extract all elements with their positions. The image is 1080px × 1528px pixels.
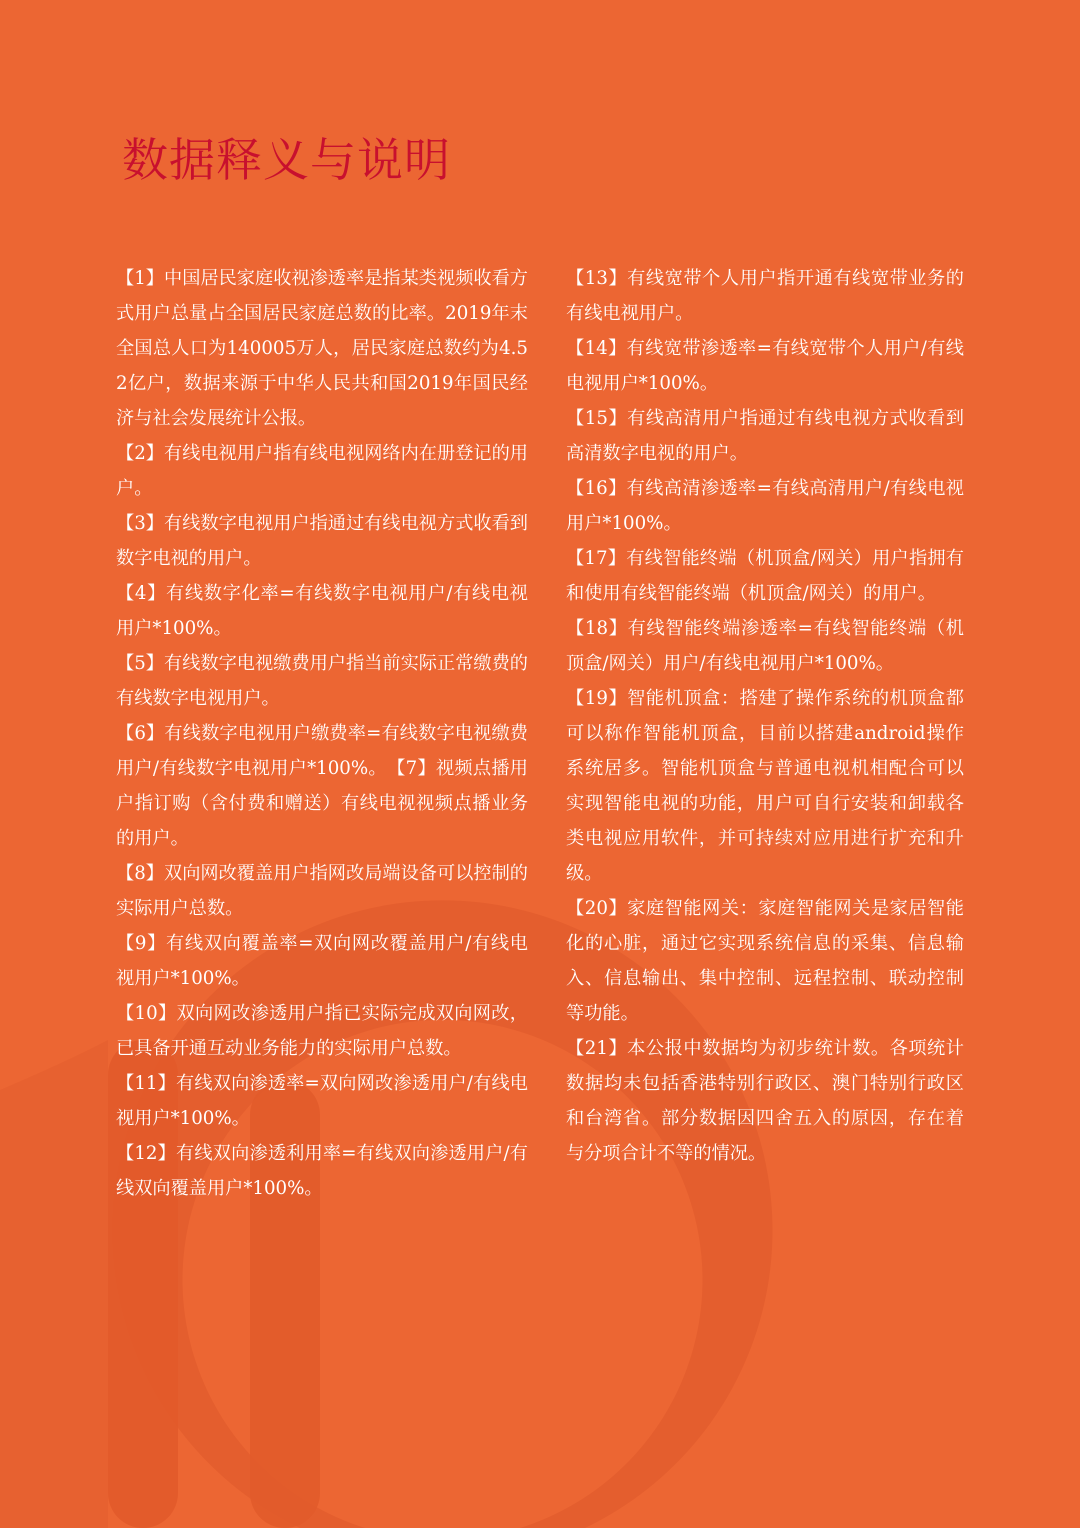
note-8: 【8】双向网改覆盖用户指网改局端设备可以控制的实际用户总数。 [116,863,528,919]
note-15: 【15】有线高清用户指通过有线电视方式收看到高清数字电视的用户。 [566,408,964,464]
note-19: 【19】智能机顶盒：搭建了操作系统的机顶盒都可以称作智能机顶盒，目前以搭建android操作系统居多。智能机顶盒与普通电视机相配合可以实现智能电视的功能，用户可自行安装和卸载各类电视应用软件，并可持续对应用进行扩充和升级。 [566,688,964,884]
note-9: 【9】有线双向覆盖率=双向网改覆盖用户/有线电视用户*100%。 [116,933,528,989]
note-5: 【5】有线数字电视缴费用户指当前实际正常缴费的有线数字电视用户。 [116,653,528,709]
note-10: 【10】双向网改渗透用户指已实际完成双向网改，已具备开通互动业务能力的实际用户总数。 [116,1003,528,1059]
note-20: 【20】家庭智能网关：家庭智能网关是家居智能化的心脏，通过它实现系统信息的采集、信息输入、信息输出、集中控制、远程控制、联动控制等功能。 [566,898,964,1024]
notes-column-left [116,261,528,1206]
note-1: 【1】中国居民家庭收视渗透率是指某类视频收看方式用户总量占全国居民家庭总数的比率。2019年末全国总人口为140005万人，居民家庭总数约为4.52亿户，数据来源于中华人民共和国2019年国民经济与社会发展统计公报。 [116,268,528,429]
note-6-7: 【6】有线数字电视用户缴费率=有线数字电视缴费用户/有线数字电视用户*100%。 【7】视频点播用户指订购（含付费和赠送）有线电视视频点播业务的用户。 [116,723,528,849]
note-11: 【11】有线双向渗透率=双向网改渗透用户/有线电视用户*100%。 [116,1073,528,1129]
page-title: 数据释义与说明 [122,133,451,187]
note-3: 【3】有线数字电视用户指通过有线电视方式收看到数字电视的用户。 [116,513,528,569]
note-18: 【18】有线智能终端渗透率=有线智能终端（机顶盒/网关）用户/有线电视用户*100%。 [566,618,964,674]
note-4: 【4】有线数字化率=有线数字电视用户/有线电视用户*100%。 [116,583,528,639]
note-13: 【13】有线宽带个人用户指开通有线宽带业务的有线电视用户。 [566,268,964,324]
note-12: 【12】有线双向渗透利用率=有线双向渗透用户/有线双向覆盖用户*100%。 [116,1143,528,1199]
notes-column-right [566,261,964,1171]
note-16: 【16】有线高清渗透率=有线高清用户/有线电视用户*100%。 [566,478,964,534]
note-17: 【17】有线智能终端（机顶盒/网关）用户指拥有和使用有线智能终端（机顶盒/网关）的用户。 [566,548,964,604]
decor-left-curve [0,1040,108,1528]
note-14: 【14】有线宽带渗透率=有线宽带个人用户/有线电视用户*100%。 [566,338,964,394]
note-21: 【21】本公报中数据均为初步统计数。各项统计数据均未包括香港特别行政区、澳门特别行政区和台湾省。部分数据因四舍五入的原因，存在着与分项合计不等的情况。 [566,1038,964,1164]
note-2: 【2】有线电视用户指有线电视网络内在册登记的用户。 [116,443,528,499]
